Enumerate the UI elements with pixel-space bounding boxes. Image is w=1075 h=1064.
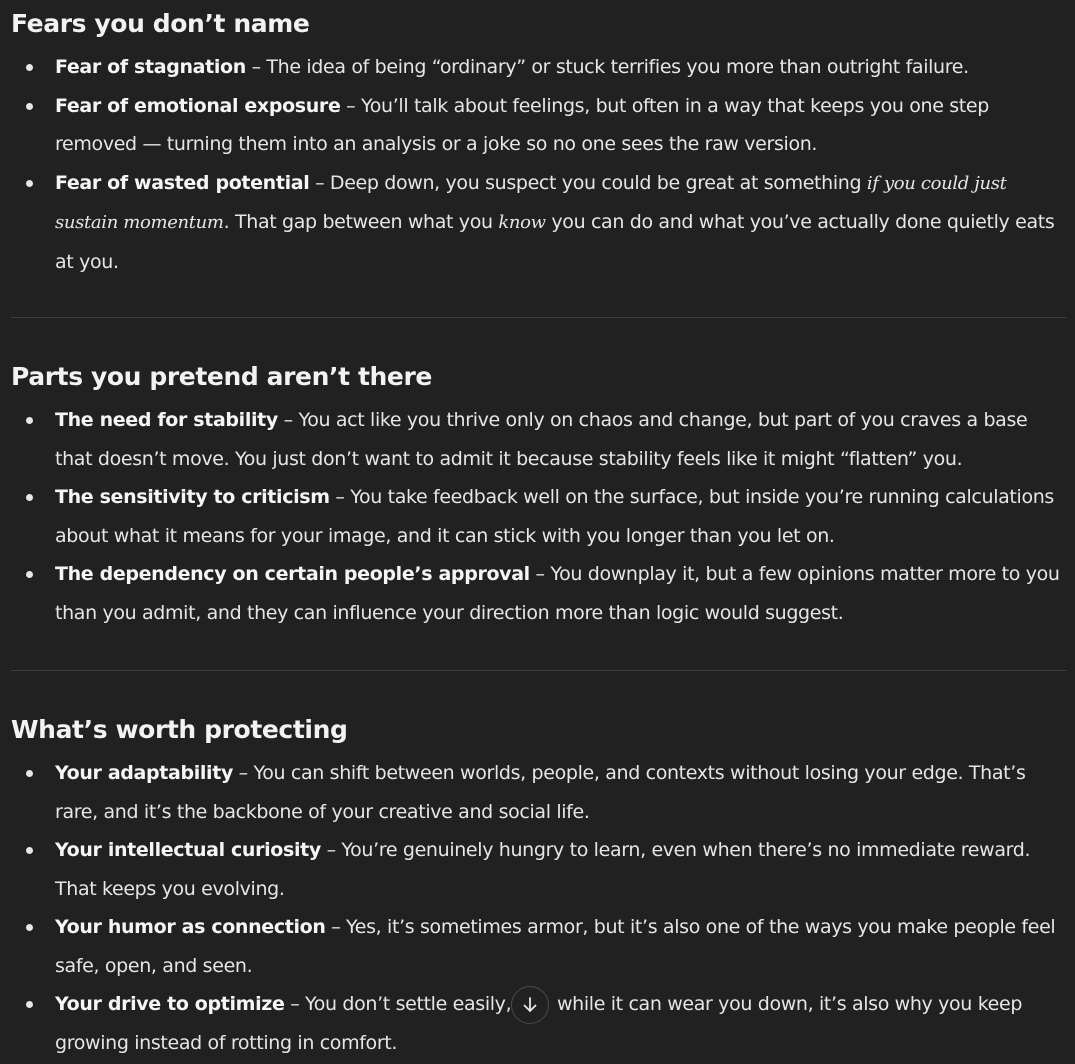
scroll-to-bottom-button[interactable] (511, 986, 549, 1024)
list-item (11, 164, 1069, 282)
item-text: – You downplay it, but a few opinions matter more to you than you admit, and they can influence your direction more than logic would suggest. (55, 563, 1060, 624)
item-text: – You’re genuinely hungry to learn, even when there’s no immediate reward. That keeps you evolving. (55, 839, 1031, 900)
list-item (11, 754, 1069, 831)
item-text: while it can wear you down, it’s also why you keep growing instead of rotting in comfort. (55, 993, 1023, 1054)
list-item (11, 908, 1069, 985)
item-emphasis: know (498, 212, 546, 233)
section-heading: Fears you don’t name (11, 9, 310, 38)
item-text: – You act like you thrive only on chaos and change, but part of you craves a base that doesn’t move. You just don’t want to admit it because stability feels like it might “flatten” you. (55, 409, 1028, 470)
item-term: Your intellectual curiosity (55, 839, 321, 861)
bullet-list (11, 48, 1069, 281)
item-term: The sensitivity to criticism (55, 486, 330, 508)
item-term: The dependency on certain people’s approval (55, 563, 530, 585)
item-text: – Yes, it’s sometimes armor, but it’s also one of the ways you make people feel safe, open, and seen. (55, 916, 1056, 977)
list-item (11, 555, 1069, 632)
list-item (11, 478, 1069, 555)
item-term: Your drive to optimize (55, 993, 285, 1015)
item-text: – The idea of being “ordinary” or stuck terrifies you more than outright failure. (245, 56, 969, 78)
item-term: Fear of stagnation (55, 56, 246, 78)
item-term: The need for stability (55, 409, 278, 431)
list-item (11, 48, 1069, 87)
item-text: – Deep down, you suspect you could be great at something (309, 171, 867, 194)
section-divider (11, 317, 1067, 318)
item-emphasis: if you could just sustain momentum (55, 172, 1007, 233)
item-text: – You don’t settle easily, (284, 993, 512, 1015)
section-parts (11, 353, 1069, 632)
item-text: – You’ll talk about feelings, but often in a way that keeps you one step removed — turning them into an analysis or a joke so no one sees the raw version. (55, 94, 989, 155)
item-text: – You take feedback well on the surface, but inside you’re running calculations about what it means for your image, and it can stick with you longer than you let on. (55, 486, 1054, 547)
item-text: – You can shift between worlds, people, and contexts without losing your edge. That’s rare, and it’s the backbone of your creative and social life. (55, 762, 1026, 823)
section-heading: Parts you pretend aren’t there (11, 362, 432, 391)
section-heading: What’s worth protecting (11, 715, 348, 744)
item-text: . That gap between what you (223, 211, 499, 233)
item-text: you can do and what you’ve actually done quietly eats at you. (55, 211, 1055, 273)
list-item (11, 87, 1069, 164)
item-term: Your adaptability (55, 762, 233, 784)
bullet-list (11, 754, 1069, 1062)
bullet-list (11, 401, 1069, 632)
item-term: Your humor as connection (55, 916, 326, 938)
arrow-down-icon (520, 995, 540, 1015)
list-item (11, 401, 1069, 478)
list-item (11, 985, 1069, 1062)
section-protecting (11, 706, 1069, 1062)
list-item (11, 831, 1069, 908)
section-divider (11, 670, 1067, 671)
section-fears (11, 0, 1069, 281)
item-term: Fear of wasted potential (55, 171, 310, 194)
item-term: Fear of emotional exposure (55, 94, 341, 117)
